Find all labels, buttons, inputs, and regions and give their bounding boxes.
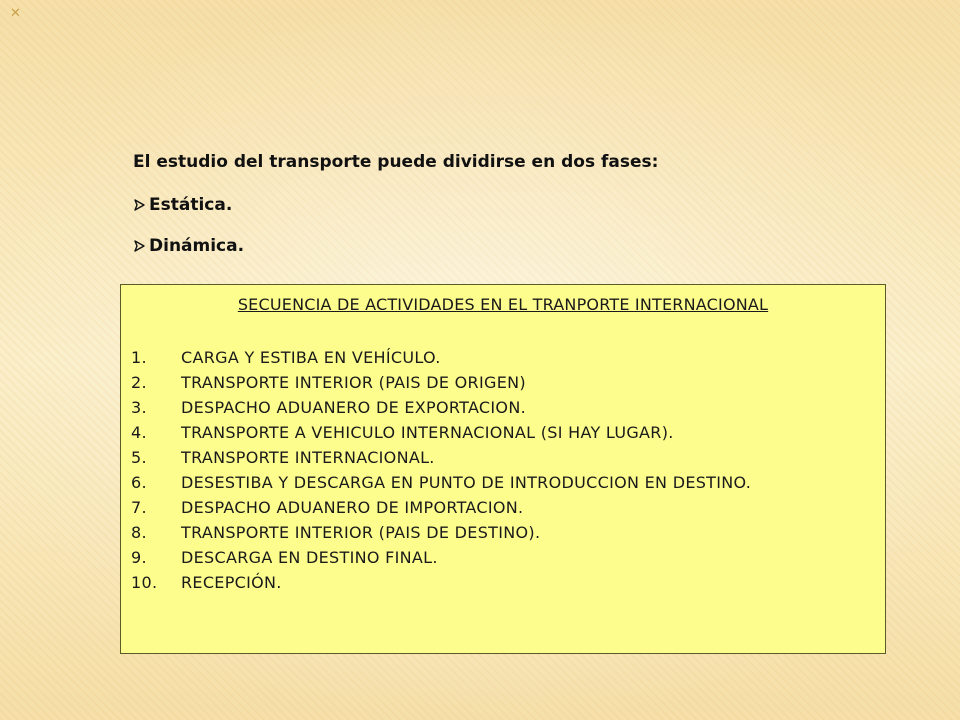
item-text: TRANSPORTE INTERNACIONAL. — [181, 448, 435, 467]
item-text: DESPACHO ADUANERO DE EXPORTACION. — [181, 398, 526, 417]
sequence-title: SECUENCIA DE ACTIVIDADES EN EL TRANPORTE INTERNACIONAL — [237, 295, 769, 314]
intro-title: El estudio del transporte puede dividirse en dos fases: — [133, 152, 659, 172]
item-number: 3. — [131, 398, 147, 417]
list-item — [131, 345, 871, 370]
item-number: 4. — [131, 423, 147, 442]
item-number: 6. — [131, 473, 147, 492]
item-text: DESESTIBA Y DESCARGA EN PUNTO DE INTRODUCCION EN DESTINO. — [181, 473, 752, 492]
item-number: 7. — [131, 498, 147, 517]
item-text: DESPACHO ADUANERO DE IMPORTACION. — [181, 498, 524, 517]
list-item — [131, 445, 871, 470]
list-item — [131, 395, 871, 420]
item-text: RECEPCIÓN. — [181, 573, 282, 592]
item-text: CARGA Y ESTIBA EN VEHÍCULO. — [181, 348, 441, 367]
list-item — [131, 545, 871, 570]
list-item — [131, 495, 871, 520]
phase-label: Estática. — [149, 195, 233, 215]
item-number: 2. — [131, 373, 147, 392]
list-item — [131, 570, 871, 595]
arrow-right-icon — [133, 239, 147, 253]
arrow-right-icon — [133, 198, 147, 212]
item-number: 1. — [131, 348, 147, 367]
item-text: TRANSPORTE INTERIOR (PAIS DE ORIGEN) — [181, 373, 526, 392]
list-item — [131, 370, 871, 395]
list-item — [131, 470, 871, 495]
item-text: DESCARGA EN DESTINO FINAL. — [181, 548, 438, 567]
phase-item-dinamica — [133, 234, 813, 258]
item-text: TRANSPORTE A VEHICULO INTERNACIONAL (SI HAY LUGAR). — [181, 423, 674, 442]
item-text: TRANSPORTE INTERIOR (PAIS DE DESTINO). — [181, 523, 541, 542]
item-number: 5. — [131, 448, 147, 467]
intro-section — [133, 150, 813, 275]
corner-x-mark: ✕ — [10, 6, 21, 21]
list-item — [131, 520, 871, 545]
item-number: 8. — [131, 523, 147, 542]
item-number: 10. — [131, 573, 158, 592]
sequence-box — [120, 284, 886, 654]
activity-list — [131, 345, 871, 595]
phase-item-estatica — [133, 193, 813, 217]
phase-label: Dinámica. — [149, 236, 245, 256]
item-number: 9. — [131, 548, 147, 567]
list-item — [131, 420, 871, 445]
